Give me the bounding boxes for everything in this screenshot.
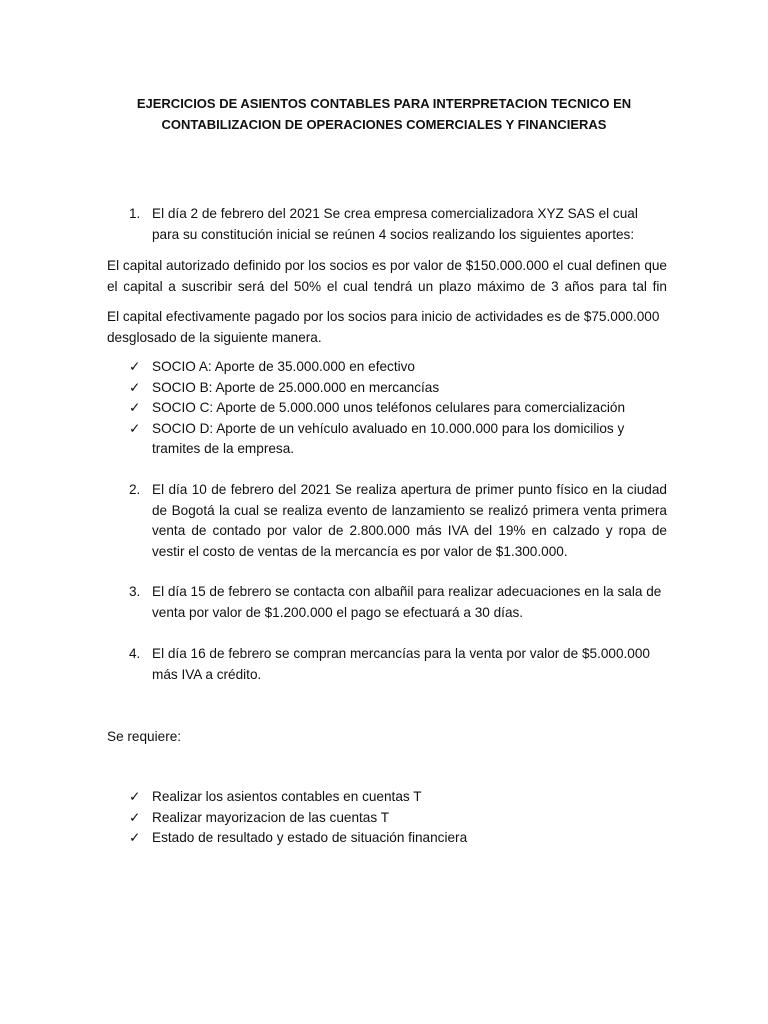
- checkmark-icon: ✓: [129, 359, 141, 374]
- list-item: [107, 398, 667, 419]
- list-item: [107, 378, 667, 399]
- checkmark-icon: ✓: [129, 809, 141, 825]
- exercise-item-3: [107, 582, 667, 623]
- item-text: El día 2 de febrero del 2021 Se crea empresa comercializadora XYZ SAS el cual para su constitución inicial se reúnen 4 socios realizando los siguientes aportes:: [152, 206, 638, 242]
- se-requiere-label: Se requiere:: [107, 729, 182, 744]
- checkmark-icon: ✓: [129, 789, 141, 804]
- list-item-text: SOCIO D: Aporte de un vehículo avaluado en 10.000.000 para los domicilios y tramites de la empresa.: [152, 420, 625, 456]
- exercise-item-2: [107, 480, 667, 562]
- checkmark-icon: ✓: [129, 379, 141, 395]
- list-item-text: SOCIO A: Aporte de 35.000.000 en efectivo: [152, 359, 415, 374]
- list-item: [107, 828, 667, 849]
- requisitos-list: [107, 787, 667, 849]
- title-line-1: EJERCICIOS DE ASIENTOS CONTABLES PARA INTERPRETACION TECNICO EN: [136, 96, 632, 111]
- item-text: El día 16 de febrero se compran mercancías para la venta por valor de $5.000.000 más IVA a crédito.: [152, 646, 650, 682]
- list-item-text: SOCIO C: Aporte de 5.000.000 unos teléfonos celulares para comercialización: [152, 400, 626, 415]
- list-item: [107, 787, 667, 808]
- list-item: [107, 808, 667, 829]
- item-text: El día 15 de febrero se contacta con albañil para realizar adecuaciones en la sala de venta por valor de $1.200.000 el pago se efectuará a 30 días.: [152, 584, 662, 620]
- list-item: [107, 357, 667, 378]
- checkmark-icon: ✓: [129, 400, 141, 415]
- checkmark-icon: ✓: [129, 830, 141, 845]
- item-text: El día 10 de febrero del 2021 Se realiza apertura de primer punto físico en la ciudad de Bogotá la cual se realiza evento de lanzamiento se realizó primera venta primera venta de contado por valor de 2.800.000 más IVA del 19% en calzado y ropa de vestir el costo de ventas de la mercancía es por valor de $1.300.000.: [152, 482, 667, 559]
- list-item-text: Realizar los asientos contables en cuentas T: [152, 789, 422, 804]
- socios-list: [107, 357, 667, 460]
- list-item-text: SOCIO B: Aporte de 25.000.000 en mercancías: [152, 379, 440, 395]
- exercise-item-1: [107, 204, 667, 245]
- list-item: [107, 419, 667, 460]
- item-number: 4.: [129, 646, 141, 661]
- document-title: [80, 93, 688, 135]
- item-number: 2.: [129, 482, 141, 497]
- item-number: 3.: [129, 584, 141, 599]
- title-line-2: CONTABILIZACION DE OPERACIONES COMERCIALES Y FINANCIERAS: [161, 117, 607, 132]
- item-number: 1.: [129, 206, 141, 221]
- paragraph-capital-pagado: El capital efectivamente pagado por los socios para inicio de actividades es de $75.000.000 desglosado de la siguiente manera.: [107, 309, 660, 345]
- list-item-text: Realizar mayorizacion de las cuentas T: [152, 809, 389, 825]
- list-item-text: Estado de resultado y estado de situación financiera: [152, 830, 468, 845]
- paragraph-capital-autorizado: El capital autorizado definido por los socios es por valor de $150.000.000 el cual definen que el capital a suscribir será del 50% el cual tendrá un plazo máximo de 3 años para tal fin: [107, 258, 667, 294]
- exercise-item-4: [107, 644, 667, 685]
- checkmark-icon: ✓: [129, 420, 141, 436]
